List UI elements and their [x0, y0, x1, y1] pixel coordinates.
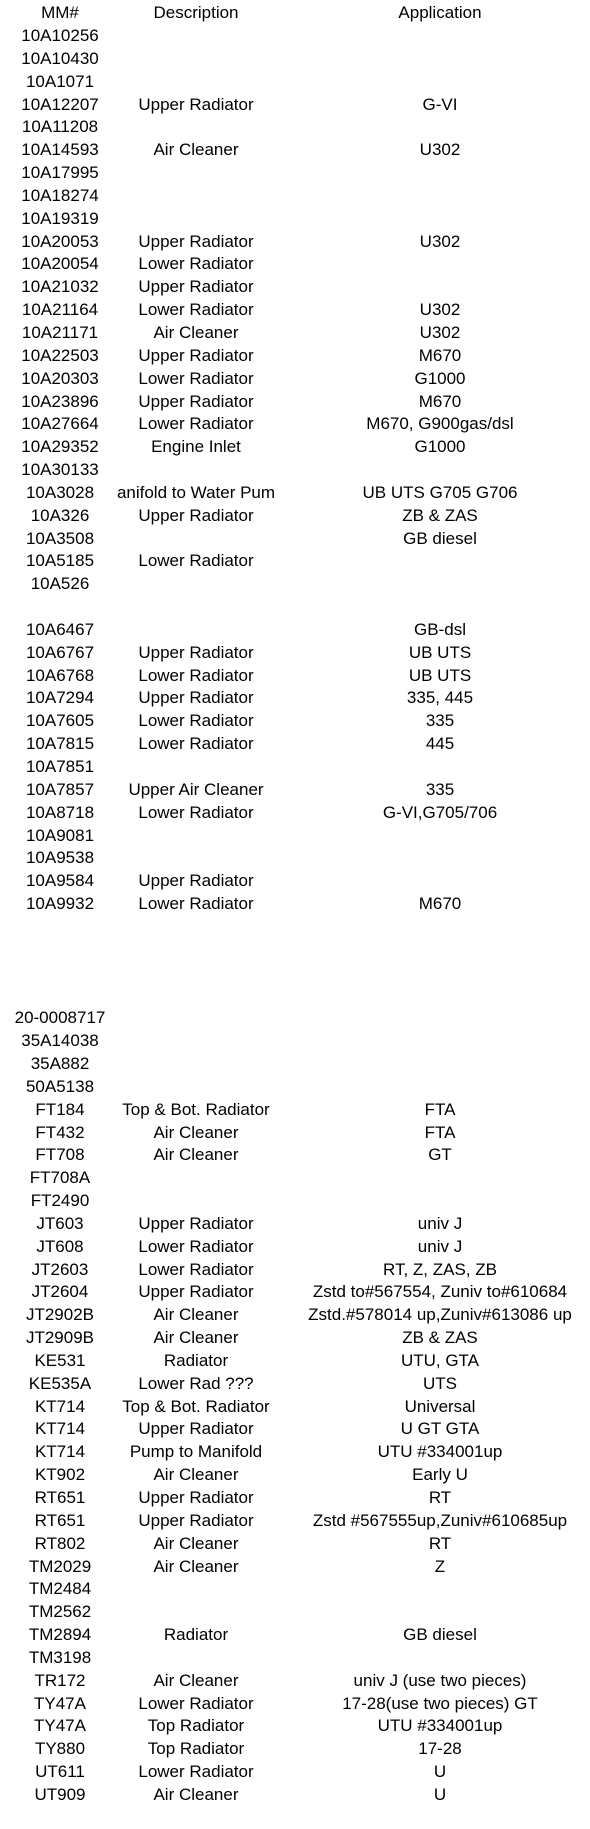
table-row	[0, 436, 590, 459]
table-row	[0, 1099, 590, 1122]
mm-cell: 10A20053	[21, 231, 99, 251]
application-cell: G1000	[414, 368, 466, 388]
application-cell: M670	[418, 391, 462, 411]
application-cell: UTU, GTA	[400, 1350, 480, 1370]
mm-cell: TY47A	[34, 1693, 86, 1713]
application-cell: G1000	[414, 437, 466, 457]
application-cell: UB UTS	[408, 642, 472, 662]
application-cell: G-VI,G705/706	[382, 802, 498, 822]
description-cell: Lower Radiator	[138, 1762, 254, 1782]
description-cell: Air Cleaner	[153, 1305, 239, 1325]
description-cell: Upper Radiator	[138, 688, 254, 708]
mm-cell: 35A882	[30, 1053, 90, 1073]
mm-cell: 10A6467	[25, 619, 95, 639]
application-cell: ZB & ZAS	[402, 505, 478, 525]
application-cell: UTU #334001up	[377, 1716, 503, 1736]
mm-cell: RT651	[34, 1510, 86, 1530]
table-row	[0, 413, 590, 436]
description-cell: Upper Radiator	[138, 1419, 254, 1439]
table-row	[0, 208, 590, 231]
mm-cell: FT708	[35, 1145, 85, 1165]
table-row	[0, 1259, 590, 1282]
mm-cell: 10A17995	[21, 163, 99, 183]
table-row	[0, 1487, 590, 1510]
application-cell: univ J (use two pieces)	[353, 1670, 527, 1690]
application-cell: GB-dsl	[414, 619, 466, 639]
table-row	[0, 1030, 590, 1053]
table-row	[0, 1578, 590, 1601]
description-cell: Radiator	[163, 1350, 229, 1370]
mm-cell: 10A27664	[21, 414, 99, 434]
mm-cell: 10A30133	[21, 460, 99, 480]
description-cell: Lower Radiator	[138, 1236, 254, 1256]
mm-cell: 35A14038	[21, 1031, 99, 1051]
table-row	[0, 185, 590, 208]
application-cell: 335, 445	[406, 688, 474, 708]
application-cell: Z	[434, 1556, 446, 1576]
table-row	[0, 596, 590, 619]
table-row	[0, 1510, 590, 1533]
description-cell: Upper Air Cleaner	[128, 779, 264, 799]
table-row	[0, 870, 590, 893]
application-cell: U302	[419, 231, 461, 251]
mm-cell: 10A8718	[25, 802, 95, 822]
mm-cell: 10A10256	[21, 26, 99, 45]
mm-cell: 10A29352	[21, 437, 99, 457]
table-row	[0, 1738, 590, 1761]
table-row	[0, 1624, 590, 1647]
table-row	[0, 322, 590, 345]
mm-cell: KT714	[34, 1442, 86, 1462]
table-row	[0, 802, 590, 825]
application-cell: ZB & ZAS	[402, 1328, 478, 1348]
mm-cell: TM3198	[28, 1647, 92, 1667]
application-cell: U302	[419, 140, 461, 160]
application-cell: Universal	[404, 1396, 476, 1416]
application-cell: univ J	[417, 1236, 463, 1256]
description-cell: Upper Radiator	[138, 1510, 254, 1530]
table-row	[0, 962, 590, 985]
description-cell: Upper Radiator	[138, 94, 254, 114]
table-row	[0, 1053, 590, 1076]
description-cell: Upper Radiator	[138, 1282, 254, 1302]
table-row	[0, 368, 590, 391]
mm-cell: 10A11208	[21, 117, 99, 137]
application-cell: 335	[425, 711, 455, 731]
table-row	[0, 1556, 590, 1579]
description-cell: Top Radiator	[147, 1739, 245, 1759]
application-cell: RT	[428, 1533, 452, 1553]
table-row	[0, 48, 590, 71]
mm-cell: 10A9538	[25, 848, 95, 868]
mm-cell: 20-0008717	[14, 1008, 106, 1028]
table-row	[0, 253, 590, 276]
table-row	[0, 825, 590, 848]
description-cell: Top & Bot. Radiator	[122, 1396, 270, 1416]
application-cell: GB diesel	[403, 1625, 477, 1645]
table-row	[0, 1396, 590, 1419]
description-cell: Lower Radiator	[138, 254, 254, 274]
mm-cell: 10A7851	[25, 757, 95, 776]
application-cell: 17-28	[418, 1739, 462, 1759]
mm-cell: 10A20303	[21, 368, 99, 388]
application-cell: 335	[425, 779, 455, 799]
header-description: Description	[153, 3, 239, 22]
application-cell: GT	[428, 1145, 452, 1165]
application-cell: Zstd to#567554, Zuniv to#610684	[312, 1282, 568, 1302]
mm-cell: 10A12207	[21, 94, 99, 114]
description-cell: Air Cleaner	[153, 1328, 239, 1348]
application-cell: U	[433, 1784, 447, 1804]
mm-cell: KT714	[34, 1396, 86, 1416]
application-cell: FTA	[424, 1122, 456, 1142]
table-row	[0, 1373, 590, 1396]
mm-cell: 10A18274	[21, 185, 99, 205]
table-row	[0, 550, 590, 573]
application-cell: GB diesel	[403, 528, 477, 548]
mm-cell: FT2490	[30, 1191, 90, 1211]
mm-cell: TM2562	[28, 1602, 92, 1622]
header-row	[0, 0, 590, 25]
table-row	[0, 1670, 590, 1693]
mm-cell: JT2604	[31, 1282, 89, 1302]
table-row	[0, 1236, 590, 1259]
mm-cell: KE535A	[28, 1373, 92, 1393]
application-cell: U302	[419, 322, 461, 342]
mm-cell: UT611	[35, 1762, 85, 1782]
mm-cell: JT608	[36, 1236, 84, 1256]
table-row	[0, 710, 590, 733]
table-row	[0, 916, 590, 939]
description-cell: Air Cleaner	[153, 1556, 239, 1576]
table-row	[0, 1076, 590, 1099]
table-row	[0, 1281, 590, 1304]
description-cell: Engine Inlet	[151, 437, 241, 457]
mm-cell: 10A9932	[25, 894, 95, 914]
description-cell: Air Cleaner	[153, 140, 239, 160]
table-row	[0, 756, 590, 779]
mm-cell: 10A526	[30, 574, 90, 594]
description-cell: Air Cleaner	[153, 1670, 239, 1690]
application-cell: 445	[425, 734, 455, 754]
application-cell: Zstd #567555up,Zuniv#610685up	[312, 1510, 568, 1530]
table-row	[0, 299, 590, 322]
description-cell: Air Cleaner	[153, 1465, 239, 1485]
description-cell: Upper Radiator	[138, 277, 254, 297]
application-cell: M670, G900gas/dsl	[366, 414, 514, 434]
application-cell: Zstd.#578014 up,Zuniv#613086 up	[308, 1305, 572, 1325]
table-row	[0, 505, 590, 528]
description-cell: Upper Radiator	[138, 1213, 254, 1233]
header-mm: MM#	[41, 3, 79, 22]
mm-cell: 10A1071	[25, 71, 95, 91]
table-row	[0, 391, 590, 414]
table-row	[0, 1647, 590, 1670]
table-row	[0, 619, 590, 642]
mm-cell: TY47A	[34, 1716, 86, 1736]
table-row	[0, 1213, 590, 1236]
application-cell: U	[433, 1762, 447, 1782]
application-cell: 17-28(use two pieces) GT	[342, 1693, 538, 1713]
description-cell: Lower Radiator	[138, 1693, 254, 1713]
description-cell: Lower Radiator	[138, 711, 254, 731]
mm-cell: RT802	[34, 1533, 86, 1553]
table-row	[0, 1601, 590, 1624]
mm-cell: 10A10430	[21, 48, 99, 68]
table-row	[0, 665, 590, 688]
mm-cell: 10A7605	[25, 711, 95, 731]
mm-cell: TY880	[34, 1739, 86, 1759]
description-cell: Upper Radiator	[138, 505, 254, 525]
mm-cell: TM2484	[28, 1579, 92, 1599]
mm-cell: 10A14593	[21, 140, 99, 160]
application-cell: M670	[418, 345, 462, 365]
mm-cell: JT2902B	[25, 1305, 95, 1325]
description-cell: Lower Radiator	[138, 414, 254, 434]
mm-cell: RT651	[34, 1488, 86, 1507]
application-cell: RT, Z, ZAS, ZB	[383, 1259, 497, 1279]
description-cell: Upper Radiator	[138, 231, 254, 251]
description-cell: Lower Radiator	[138, 665, 254, 685]
table-row	[0, 276, 590, 299]
mm-cell: 10A9584	[25, 871, 95, 891]
description-cell: Upper Radiator	[138, 642, 254, 662]
mm-cell: 10A3028	[25, 482, 95, 502]
table-row	[0, 1350, 590, 1373]
description-cell: Upper Radiator	[138, 1488, 254, 1507]
mm-cell: 10A20054	[21, 254, 99, 274]
mm-cell: FT432	[35, 1122, 85, 1142]
table-row	[0, 116, 590, 139]
application-cell: UB UTS G705 G706	[362, 482, 518, 502]
table-row	[0, 1327, 590, 1350]
description-cell: Top & Bot. Radiator	[122, 1099, 270, 1119]
table-row	[0, 139, 590, 162]
mm-cell: TM2894	[28, 1625, 92, 1645]
table-row	[0, 1441, 590, 1464]
table-row	[0, 345, 590, 368]
description-cell: Upper Radiator	[138, 345, 254, 365]
table-row	[0, 1761, 590, 1784]
mm-cell: 10A21171	[21, 322, 99, 342]
table-row	[0, 687, 590, 710]
mm-cell: 10A7815	[25, 734, 95, 754]
table-row	[0, 1167, 590, 1190]
table-row	[0, 779, 590, 802]
application-cell: U302	[419, 300, 461, 320]
application-cell: M670	[418, 894, 462, 914]
description-cell: Lower Radiator	[138, 551, 254, 571]
mm-cell: KT902	[34, 1465, 86, 1485]
mm-cell: 10A6767	[25, 642, 95, 662]
table-row	[0, 162, 590, 185]
table-row	[0, 528, 590, 551]
table-row	[0, 1715, 590, 1738]
table-row	[0, 642, 590, 665]
mm-cell: UT909	[34, 1784, 86, 1804]
mm-cell: KE531	[34, 1350, 86, 1370]
table-row	[0, 1418, 590, 1441]
table-row	[0, 939, 590, 962]
description-cell: Upper Radiator	[138, 871, 254, 891]
table-row	[0, 573, 590, 596]
mm-cell: 10A7294	[25, 688, 95, 708]
table-row	[0, 482, 590, 505]
mm-cell: KT714	[34, 1419, 86, 1439]
table-row	[0, 893, 590, 916]
table-row	[0, 1122, 590, 1145]
table-body	[0, 25, 590, 1807]
mm-cell: TM2029	[28, 1556, 92, 1576]
application-cell: G-VI	[422, 94, 458, 114]
mm-cell: 10A326	[30, 505, 90, 525]
table-row	[0, 1464, 590, 1487]
application-cell: univ J	[417, 1213, 463, 1233]
table-row	[0, 1144, 590, 1167]
table-row	[0, 25, 590, 48]
mm-cell: 10A9081	[25, 825, 95, 845]
table-row	[0, 459, 590, 482]
mm-cell: 10A6768	[25, 665, 95, 685]
description-cell: Air Cleaner	[153, 322, 239, 342]
table-row	[0, 1533, 590, 1556]
application-cell: UTU #334001up	[377, 1442, 503, 1462]
mm-cell: 10A19319	[21, 208, 99, 228]
description-cell: Air Cleaner	[153, 1122, 239, 1142]
description-cell: Lower Radiator	[138, 1259, 254, 1279]
application-cell: U GT GTA	[400, 1419, 480, 1439]
description-cell: anifold to Water Pum	[116, 482, 276, 502]
mm-cell: 10A5185	[25, 551, 95, 571]
application-cell: FTA	[424, 1099, 456, 1119]
description-cell: Upper Radiator	[138, 391, 254, 411]
mm-cell: 10A3508	[25, 528, 95, 548]
description-cell: Air Cleaner	[153, 1533, 239, 1553]
mm-cell: 10A21164	[21, 300, 99, 320]
description-cell: Pump to Manifold	[129, 1442, 263, 1462]
table-row	[0, 231, 590, 254]
description-cell: Lower Radiator	[138, 734, 254, 754]
description-cell: Top Radiator	[147, 1716, 245, 1736]
mm-cell: 10A21032	[21, 277, 99, 297]
table-row	[0, 71, 590, 94]
application-cell: Early U	[412, 1465, 468, 1485]
description-cell: Lower Radiator	[138, 894, 254, 914]
description-cell: Lower Radiator	[138, 802, 254, 822]
table-row	[0, 733, 590, 756]
mm-cell: 10A7857	[25, 779, 95, 799]
table-row	[0, 847, 590, 870]
mm-cell: 50A5138	[25, 1076, 95, 1096]
description-cell: Lower Radiator	[138, 300, 254, 320]
table-row	[0, 1304, 590, 1327]
table-row	[0, 1190, 590, 1213]
table-row	[0, 1693, 590, 1716]
description-cell: Air Cleaner	[153, 1145, 239, 1165]
header-application: Application	[398, 3, 482, 22]
mm-cell: JT2603	[31, 1259, 89, 1279]
application-cell: RT	[428, 1488, 452, 1507]
mm-cell: 10A22503	[21, 345, 99, 365]
description-cell: Air Cleaner	[153, 1784, 239, 1804]
description-cell: Lower Rad ???	[138, 1373, 254, 1393]
mm-cell: 10A23896	[21, 391, 99, 411]
table-row	[0, 1784, 590, 1807]
mm-cell: TR172	[34, 1670, 86, 1690]
mm-cell: FT184	[35, 1099, 85, 1119]
application-cell: UTS	[423, 1373, 457, 1393]
table-row	[0, 1007, 590, 1030]
mm-cell: FT708A	[29, 1168, 91, 1188]
description-cell: Radiator	[163, 1625, 229, 1645]
table-row	[0, 984, 590, 1007]
description-cell: Lower Radiator	[138, 368, 254, 388]
mm-cell: JT2909B	[25, 1328, 95, 1348]
table-row	[0, 94, 590, 117]
mm-cell: JT603	[36, 1213, 84, 1233]
application-cell: UB UTS	[408, 665, 472, 685]
